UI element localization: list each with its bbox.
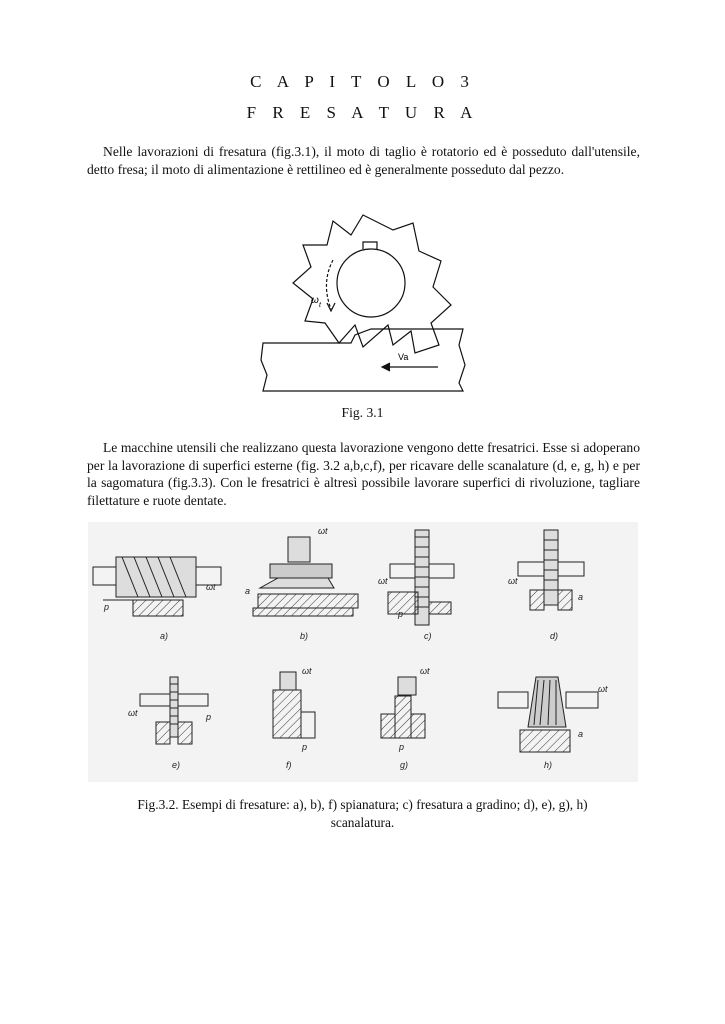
- section-title: F R E S A T U R A: [246, 103, 479, 122]
- chapter-heading: C A P I T O L O 3: [250, 72, 475, 91]
- wt-label-b: ωt: [318, 526, 328, 536]
- cutter-teeth: [293, 215, 451, 353]
- panel-label-e: e): [172, 760, 181, 770]
- milling-cutter-figure: [243, 205, 483, 405]
- p-label-f: p: [302, 742, 308, 752]
- panel-label-a: a): [160, 631, 169, 641]
- workpiece: [261, 329, 465, 391]
- panel-label-d: d): [550, 631, 559, 641]
- omega-label: ω: [311, 295, 319, 306]
- milling-examples-figure: [88, 522, 638, 782]
- wt-label-d: ωt: [508, 576, 518, 586]
- cutter-bore: [337, 249, 405, 317]
- wt-label-f: ωt: [302, 666, 312, 676]
- panel-label-f: f): [286, 760, 292, 770]
- wt-label-e: ωt: [128, 708, 138, 718]
- wt-label-h: ωt: [598, 684, 608, 694]
- panel-label-b: b): [300, 631, 309, 641]
- va-label: Va: [398, 352, 409, 362]
- a-label-h: a: [578, 729, 584, 739]
- a-label-b: a: [245, 586, 251, 596]
- panel-label-c: c): [424, 631, 432, 641]
- machines-paragraph: Le macchine utensili che realizzano questa lavorazione vengono dette fresatrici. Esse si adoperano per la lavorazione di superfici esterne (fig. 3.2 a,b,c,f), per ricavare delle scanalature (d, e, g, h) e per la sagomatura (fig.3.3). Con le fresatrici è altresì possibile lavorare superfici di rivoluzione, tagliare filettature e ruote dentate.: [87, 440, 640, 508]
- wt-label-c: ωt: [378, 576, 388, 586]
- wt-label-g: ωt: [420, 666, 430, 676]
- panel-label-g: g): [400, 760, 409, 770]
- wt-label-a: ωt: [206, 582, 216, 592]
- rotation-arrow: [326, 260, 333, 309]
- omega-subscript: t: [319, 302, 321, 309]
- p-label-g: p: [399, 742, 405, 752]
- fig-3-1-caption: Fig. 3.1: [341, 405, 384, 420]
- a-label-d: a: [578, 592, 584, 602]
- p-label-e: p: [206, 712, 212, 722]
- p-label-c: p: [398, 609, 404, 619]
- panel-label-h: h): [544, 760, 553, 770]
- intro-paragraph: Nelle lavorazioni di fresatura (fig.3.1), il moto di taglio è rotatorio ed è posseduto dall'utensile, detto fresa; il moto di alimentazione è rettilineo ed è generalmente posseduto dal pezzo.: [87, 144, 640, 177]
- p-label-a: p: [104, 602, 110, 612]
- fig-3-2-caption: Fig.3.2. Esempi di fresature: a), b), f) spianatura; c) fresatura a gradino; d), e), g), h) scanalatura.: [137, 797, 588, 830]
